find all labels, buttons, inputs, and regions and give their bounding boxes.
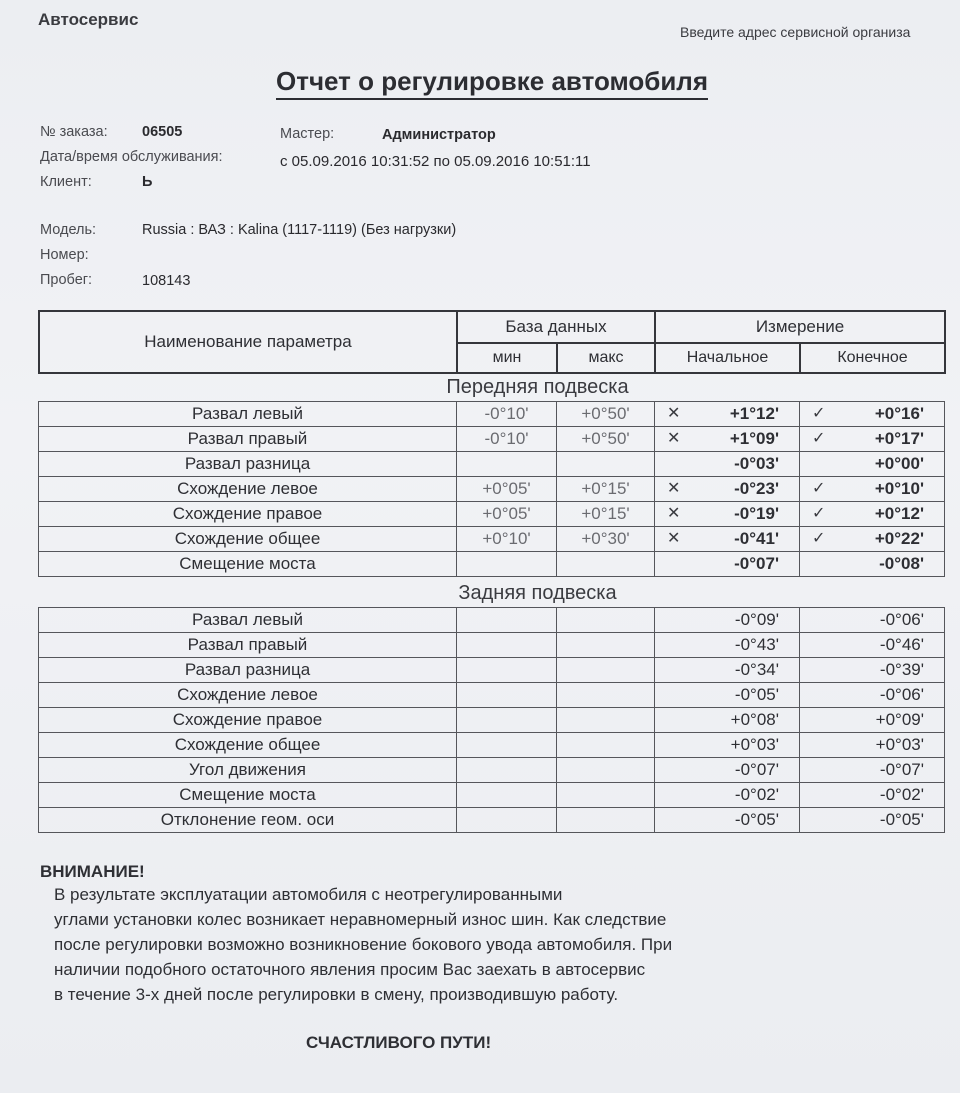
initial-measurement (655, 808, 800, 833)
table-row (39, 808, 945, 833)
table-row (39, 502, 945, 527)
initial-measurement (655, 683, 800, 708)
front-suspension-table (38, 401, 945, 577)
db-min (457, 608, 557, 633)
initial-measurement-value: +1°12' (729, 404, 779, 423)
initial-measurement-mark: ✕ (667, 505, 681, 522)
report-title: Отчет о регулировке автомобиля (276, 66, 708, 100)
db-max (557, 783, 655, 808)
table-row (39, 427, 945, 452)
final-measurement (800, 808, 945, 833)
final-measurement (800, 608, 945, 633)
db-min (457, 783, 557, 808)
param-name: Схождение общее (39, 527, 457, 552)
initial-measurement (655, 758, 800, 783)
initial-measurement-mark: ✕ (667, 430, 681, 447)
warning-line: наличии подобного остаточного явления просим Вас заехать в автосервис (54, 960, 646, 979)
header-initial: Начальное (655, 343, 800, 373)
final-measurement-value: -0°39' (879, 660, 924, 679)
db-max (557, 608, 655, 633)
db-max: +0°15' (557, 477, 655, 502)
final-measurement-mark: ✓ (812, 405, 826, 422)
initial-measurement-value: -0°07' (734, 760, 779, 779)
warning-line: В результате эксплуатации автомобиля с неотрегулированными (54, 885, 563, 904)
final-measurement (800, 733, 945, 758)
header-measurement: Измерение (655, 311, 945, 343)
mileage-value: 108143 (142, 273, 191, 289)
initial-measurement-value: -0°05' (734, 810, 779, 829)
initial-measurement-value: -0°07' (734, 554, 779, 573)
final-measurement (800, 783, 945, 808)
initial-measurement (655, 402, 800, 427)
rear-suspension-title: Задняя подвеска (458, 582, 617, 604)
table-row (39, 452, 945, 477)
final-measurement-value: -0°06' (879, 685, 924, 704)
final-measurement-value: +0°00' (874, 454, 924, 473)
db-min (457, 708, 557, 733)
header-final: Конечное (800, 343, 945, 373)
header-param-name: Наименование параметра (39, 311, 457, 373)
final-measurement (800, 477, 945, 502)
param-name: Схождение левое (39, 477, 457, 502)
final-measurement-value: +0°12' (874, 504, 924, 523)
header-min: мин (457, 343, 557, 373)
db-min (457, 552, 557, 577)
initial-measurement-value: -0°05' (734, 685, 779, 704)
table-row (39, 708, 945, 733)
db-max: +0°50' (557, 427, 655, 452)
final-measurement (800, 708, 945, 733)
final-measurement-value: +0°10' (874, 479, 924, 498)
final-measurement-value: -0°07' (879, 760, 924, 779)
param-name: Развал левый (39, 402, 457, 427)
master-value: Администратор (382, 127, 496, 143)
db-min (457, 758, 557, 783)
warning-line: в течение 3-х дней после регулировки в смену, производившую работу. (54, 985, 619, 1004)
warning-line: углами установки колес возникает неравномерный износ шин. Как следствие (54, 910, 667, 929)
initial-measurement (655, 658, 800, 683)
initial-measurement (655, 502, 800, 527)
final-measurement (800, 402, 945, 427)
warning-text (54, 882, 934, 1007)
table-row (39, 758, 945, 783)
initial-measurement (655, 608, 800, 633)
final-measurement (800, 552, 945, 577)
final-measurement-mark: ✓ (812, 430, 826, 447)
final-measurement (800, 633, 945, 658)
table-row (39, 527, 945, 552)
db-max (557, 758, 655, 783)
table-row (39, 402, 945, 427)
final-measurement-mark: ✓ (812, 480, 826, 497)
model-value: Russia : ВАЗ : Kalina (1117-1119) (Без нагрузки) (142, 222, 457, 238)
final-measurement (800, 683, 945, 708)
initial-measurement (655, 733, 800, 758)
initial-measurement (655, 708, 800, 733)
final-measurement (800, 527, 945, 552)
param-name: Развал правый (39, 427, 457, 452)
db-min (457, 658, 557, 683)
final-measurement-mark: ✓ (812, 530, 826, 547)
initial-measurement-value: -0°09' (734, 610, 779, 629)
table-header (38, 310, 946, 374)
param-name: Развал правый (39, 633, 457, 658)
initial-measurement-value: +0°08' (730, 710, 779, 729)
final-measurement-value: -0°05' (879, 810, 924, 829)
db-max (557, 452, 655, 477)
table-row (39, 608, 945, 633)
initial-measurement (655, 783, 800, 808)
db-min: -0°10' (457, 402, 557, 427)
warning-line: после регулировки возможно возникновение бокового увода автомобиля. При (54, 935, 673, 954)
db-min (457, 452, 557, 477)
param-name: Смещение моста (39, 552, 457, 577)
farewell-text: СЧАСТЛИВОГО ПУТИ! (306, 1033, 492, 1052)
client-label: Клиент: (40, 174, 92, 190)
initial-measurement-mark: ✕ (667, 405, 681, 422)
db-max (557, 708, 655, 733)
final-measurement-value: +0°03' (875, 735, 924, 754)
initial-measurement (655, 527, 800, 552)
final-measurement-value: -0°02' (879, 785, 924, 804)
table-row (39, 477, 945, 502)
final-measurement (800, 658, 945, 683)
table-row (39, 683, 945, 708)
mileage-label: Пробег: (40, 272, 93, 288)
param-name: Смещение моста (39, 783, 457, 808)
initial-measurement (655, 552, 800, 577)
initial-measurement-value: +0°03' (730, 735, 779, 754)
final-measurement (800, 427, 945, 452)
initial-measurement (655, 633, 800, 658)
param-name: Схождение правое (39, 502, 457, 527)
db-min: -0°10' (457, 427, 557, 452)
table-row (39, 658, 945, 683)
db-min: +0°05' (457, 477, 557, 502)
brand-name: Автосервис (38, 10, 139, 29)
master-label: Мастер: (280, 126, 335, 142)
warning-title: ВНИМАНИЕ! (40, 862, 145, 881)
final-measurement (800, 758, 945, 783)
table-row (39, 733, 945, 758)
model-label: Модель: (40, 222, 97, 238)
datetime-value: с 05.09.2016 10:31:52 по 05.09.2016 10:51:11 (280, 153, 591, 170)
final-measurement (800, 452, 945, 477)
table-row (39, 783, 945, 808)
param-name: Развал разница (39, 452, 457, 477)
param-name: Схождение правое (39, 708, 457, 733)
db-min: +0°10' (457, 527, 557, 552)
initial-measurement-value: -0°43' (734, 635, 779, 654)
db-max (557, 733, 655, 758)
header-database: База данных (457, 311, 655, 343)
initial-measurement-value: -0°19' (734, 504, 779, 523)
initial-measurement-value: -0°23' (734, 479, 779, 498)
db-max (557, 808, 655, 833)
rear-suspension-table (38, 607, 945, 833)
number-label: Номер: (40, 247, 89, 263)
client-value: Ь (142, 174, 153, 190)
final-measurement-mark: ✓ (812, 505, 826, 522)
db-min (457, 733, 557, 758)
db-max: +0°30' (557, 527, 655, 552)
initial-measurement-mark: ✕ (667, 530, 681, 547)
param-name: Схождение общее (39, 733, 457, 758)
db-max: +0°50' (557, 402, 655, 427)
initial-measurement-mark: ✕ (667, 480, 681, 497)
initial-measurement-value: -0°02' (734, 785, 779, 804)
db-min (457, 633, 557, 658)
initial-measurement-value: -0°41' (734, 529, 779, 548)
db-max (557, 633, 655, 658)
final-measurement-value: -0°06' (879, 610, 924, 629)
initial-measurement (655, 427, 800, 452)
final-measurement-value: -0°46' (879, 635, 924, 654)
initial-measurement (655, 477, 800, 502)
service-address: Введите адрес сервисной организа (680, 24, 911, 40)
param-name: Развал левый (39, 608, 457, 633)
final-measurement-value: +0°22' (874, 529, 924, 548)
param-name: Угол движения (39, 758, 457, 783)
param-name: Схождение левое (39, 683, 457, 708)
db-min (457, 683, 557, 708)
final-measurement-value: +0°09' (875, 710, 924, 729)
front-suspension-title: Передняя подвеска (446, 376, 629, 398)
order-label: № заказа: (40, 124, 108, 140)
db-max (557, 658, 655, 683)
initial-measurement-value: +1°09' (729, 429, 779, 448)
final-measurement-value: +0°16' (874, 404, 924, 423)
db-max: +0°15' (557, 502, 655, 527)
param-name: Отклонение геом. оси (39, 808, 457, 833)
datetime-label: Дата/время обслуживания: (40, 149, 223, 165)
header-max: макс (557, 343, 655, 373)
table-row (39, 633, 945, 658)
initial-measurement (655, 452, 800, 477)
param-name: Развал разница (39, 658, 457, 683)
db-max (557, 683, 655, 708)
db-max (557, 552, 655, 577)
table-row (39, 552, 945, 577)
final-measurement (800, 502, 945, 527)
db-min: +0°05' (457, 502, 557, 527)
db-min (457, 808, 557, 833)
initial-measurement-value: -0°03' (734, 454, 779, 473)
final-measurement-value: -0°08' (879, 554, 924, 573)
order-value: 06505 (142, 124, 183, 140)
initial-measurement-value: -0°34' (734, 660, 779, 679)
final-measurement-value: +0°17' (874, 429, 924, 448)
